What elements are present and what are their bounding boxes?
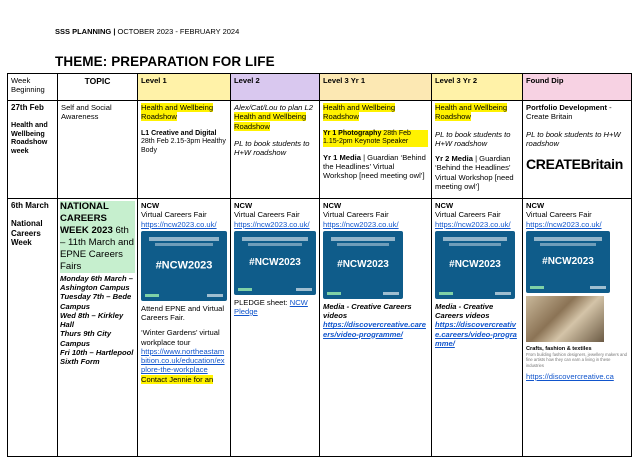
row2-l3y2-media-url[interactable]: https://discovercreative.careers/video-programme/ — [435, 320, 517, 348]
row1-l2-highlight: Health and Wellbeing Roadshow — [234, 112, 307, 131]
row2-fd-craft-desc: From building fashion designers, jewellery makers and fine artists how they can earn a living in these industries — [526, 352, 628, 368]
row2-l3y1-media-url[interactable]: https://discovercreative.careers/video-programme/ — [323, 320, 426, 339]
col-level3-yr2: Level 3 Yr 2 — [432, 74, 523, 101]
row2-topic-day-5: Fri 10th – Hartlepool Sixth Form — [60, 347, 134, 367]
row2-week: 6th March — [11, 201, 49, 210]
row1-l3y1-highlight: Health and Wellbeing Roadshow — [323, 103, 396, 122]
row2-l3y2-ncw-link[interactable]: https://ncw2023.co.uk/ — [435, 219, 511, 229]
row1-topic: Self and Social Awareness — [58, 101, 138, 199]
row2-topic — [58, 199, 138, 457]
col-level2: Level 2 — [231, 74, 320, 101]
row2-topic-highlight-block — [60, 201, 135, 273]
row2-l3y1-ncw: NCW — [323, 201, 342, 210]
row1-level1 — [138, 101, 231, 199]
row2-l2-ncw: NCW — [234, 201, 253, 210]
row2-l1-url[interactable]: https://www.northeastambition.co.uk/education/explore-the-workplace — [141, 346, 225, 375]
col-level1: Level 1 — [138, 74, 231, 101]
row1-fd-title-line — [526, 103, 628, 122]
row1-l3y2-highlight: Health and Wellbeing Roadshow — [435, 103, 508, 122]
row2-week-sub: National Careers Week — [11, 218, 43, 248]
row2-l1-ncw-link[interactable]: https://ncw2023.co.uk/ — [141, 219, 217, 229]
row1-l1-sub: L1 Creative and Digital — [141, 129, 217, 137]
table-row — [8, 199, 632, 457]
row2-fd-ncw: NCW — [526, 201, 545, 210]
ncw-banner-image — [141, 231, 227, 301]
ncw-banner-title: #NCW2023 — [155, 259, 213, 272]
col-week: Week Beginning — [8, 74, 58, 101]
col-topic: TOPIC — [58, 74, 138, 101]
row2-l2-pledge-link[interactable]: NCW Pledge — [234, 297, 308, 316]
row2-l2-ncw-link[interactable]: https://ncw2023.co.uk/ — [234, 219, 310, 229]
row2-level3-yr1 — [320, 199, 432, 457]
row2-l3y2-ncw: NCW — [435, 201, 454, 210]
row2-l3y2-media: Media - Creative Careers videos — [435, 301, 494, 320]
row1-l1-detail: 28th Feb 2.15-3pm Healthy Body — [141, 138, 226, 154]
row1-l3y2-media: Yr 2 Media — [435, 154, 473, 163]
row2-week-cell — [8, 199, 58, 457]
row2-topic-day-3: Wed 8th – Kirkley Hall — [60, 310, 124, 330]
row2-fd-url[interactable]: https://discovercreative.ca — [526, 371, 614, 381]
row2-l3y1-media: Media - Creative Careers videos — [323, 301, 412, 320]
row2-topic-title: NATIONAL CAREERS WEEK 2023 — [60, 201, 113, 236]
row1-l3y2-media-detail: | Guardian ‘Behind the Headlines’ Virtual Workshop [need meeting owl’] — [435, 154, 514, 191]
table-row — [8, 101, 632, 199]
row1-l3y2-media-line — [435, 154, 519, 191]
row1-week-cell — [8, 101, 58, 199]
row2-level2 — [231, 199, 320, 457]
row1-l3y2-book: PL to book students to H+W roadshow — [435, 129, 511, 148]
row2-l3y1-ncw-link[interactable]: https://ncw2023.co.uk/ — [323, 219, 399, 229]
header-left: SSS PLANNING — [55, 27, 112, 36]
row1-week: 27th Feb — [11, 103, 44, 112]
row1-l3y1-media: Yr 1 Media — [323, 152, 361, 162]
document-header — [55, 27, 239, 36]
theme-title: THEME: PREPARATION FOR LIFE — [55, 54, 275, 69]
row2-l1-attend: Attend EPNE and Virtual Careers Fair. — [141, 303, 225, 322]
create-britain-logo: CREATEBritain — [526, 156, 623, 172]
row1-l2-plan: Alex/Cat/Lou to plan L2 — [234, 103, 313, 112]
row1-fd-book: PL to book students to H+W roadshow — [526, 129, 621, 148]
row2-topic-day-4: Thurs 9th City Campus — [60, 329, 112, 348]
row2-l2-vcf: Virtual Careers Fair — [234, 210, 300, 220]
row2-level1 — [138, 199, 231, 457]
ncw-banner-title: #NCW2023 — [337, 258, 389, 270]
ncw-banner-image — [526, 231, 610, 293]
row2-topic-day-2: Tuesday 7th – Bede Campus — [60, 292, 132, 311]
row1-found-dip — [523, 101, 632, 199]
ncw-banner-image — [323, 231, 403, 299]
row2-l2-pledge: PLEDGE sheet: — [234, 297, 290, 307]
ncw-banner-title: #NCW2023 — [449, 258, 501, 270]
header-right: OCTOBER 2023 - FEBRUARY 2024 — [117, 27, 240, 36]
row1-l1-highlight: Health and Wellbeing Roadshow — [141, 103, 214, 122]
row1-l3y1-media-detail: | Guardian ‘Behind the Headlines’ Virtual Workshop [need meeting owl’] — [323, 152, 426, 181]
ncw-banner-image — [435, 231, 515, 299]
crafts-photo — [526, 296, 604, 342]
header-separator: | — [111, 27, 118, 36]
row1-fd-title: Portfolio Development — [526, 103, 608, 112]
ncw-banner-title: #NCW2023 — [249, 256, 301, 268]
row1-l2-book: PL to book students to H+W roadshow — [234, 138, 310, 157]
row2-topic-day-1: Monday 6th March – Ashington Campus — [60, 273, 133, 293]
row2-l1-contact: Contact Jennie for an — [141, 374, 214, 384]
row2-fd-craft: Crafts, fashion & textiles — [526, 345, 592, 352]
header-row — [8, 74, 632, 101]
row2-l1-wg: ‘Winter Gardens’ virtual workplace tour — [141, 328, 220, 347]
row2-l1-vcf: Virtual Careers Fair — [141, 210, 207, 220]
row1-fd-title-rest: - Create Britain — [526, 103, 612, 122]
row1-l3y1-detail: 28th Feb 1.15-2pm Keynote Speaker — [323, 129, 411, 146]
row2-l3y1-vcf: Virtual Careers Fair — [323, 210, 389, 220]
row2-level3-yr2 — [432, 199, 523, 457]
row1-level3-yr1 — [320, 101, 432, 199]
ncw-banner-image — [234, 231, 316, 295]
col-found-dip: Found Dip — [523, 74, 632, 101]
row2-l1-ncw: NCW — [141, 201, 160, 210]
row2-l2-pledge-line — [234, 298, 316, 317]
row1-level2 — [231, 101, 320, 199]
row1-level3-yr2 — [432, 101, 523, 199]
row2-topic-title-rest: 6th – 11th March and EPNE Careers Fairs — [60, 224, 134, 272]
col-level3-yr1: Level 3 Yr 1 — [320, 74, 432, 101]
ncw-banner-title: #NCW2023 — [542, 255, 594, 267]
row1-l3y1-sub: Yr 1 Photography — [323, 129, 382, 137]
row2-l3y2-vcf: Virtual Careers Fair — [435, 210, 501, 220]
row1-l3y1-media-line — [323, 153, 428, 181]
row1-week-sub: Health and Wellbeing Roadshow week — [11, 119, 48, 156]
row1-l3y1-sub-line — [323, 130, 428, 147]
planning-table — [7, 73, 632, 457]
row2-fd-ncw-link[interactable]: https://ncw2023.co.uk/ — [526, 219, 602, 229]
row2-found-dip — [523, 199, 632, 457]
row2-fd-vcf: Virtual Careers Fair — [526, 210, 592, 220]
